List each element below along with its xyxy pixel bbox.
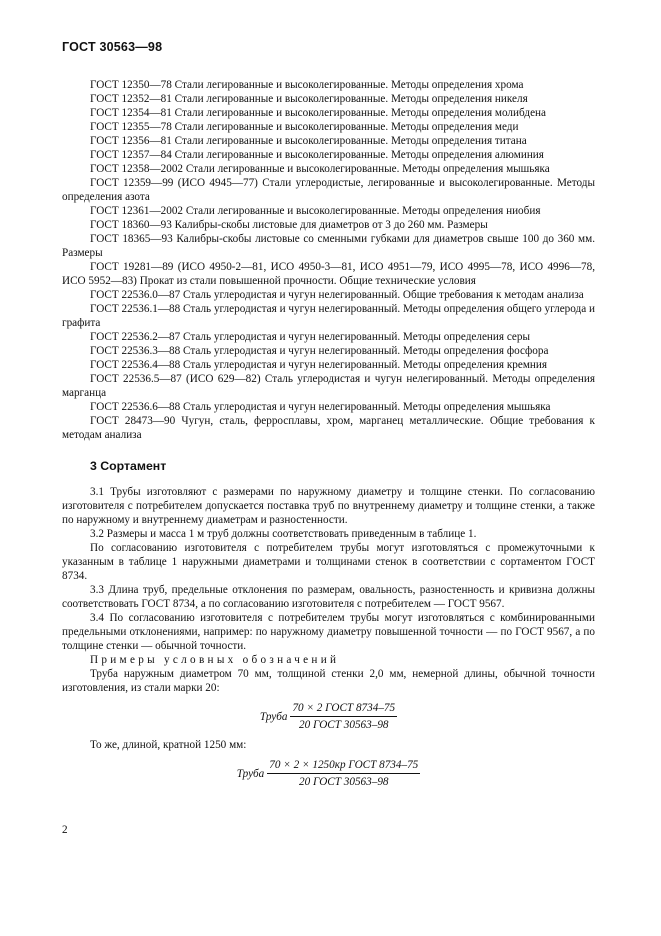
designation-formula-1	[62, 701, 595, 732]
reference-item: ГОСТ 22536.0—87 Сталь углеродистая и чугун нелегированный. Общие требования к методам анализа	[90, 289, 584, 301]
designation-formula-2	[62, 758, 595, 789]
paragraph-3-3: 3.3 Длина труб, предельные отклонения по размерам, овальность, разностенность и кривизна должны соответствовать ГОСТ 8734, а по согласованию изготовителя с потребителем — ГОСТ 9567.	[62, 584, 595, 610]
reference-item: ГОСТ 12355—78 Стали легированные и высоколегированные. Методы определения меди	[90, 121, 519, 133]
example-1-text: Труба наружным диаметром 70 мм, толщиной стенки 2,0 мм, немерной длины, обычной точности изготовления, из стали марки 20:	[62, 668, 595, 694]
reference-item: ГОСТ 22536.3—88 Сталь углеродистая и чугун нелегированный. Методы определения фосфора	[90, 345, 549, 357]
formula-prefix: Труба	[259, 710, 288, 723]
page-number: 2	[62, 824, 68, 836]
reference-item: ГОСТ 18365—93 Калибры-скобы листовые со сменными губками для диаметров свыше 100 до 360 мм. Размеры	[62, 233, 595, 259]
reference-item: ГОСТ 12352—81 Стали легированные и высоколегированные. Методы определения никеля	[90, 93, 528, 105]
formula-numerator: 70 × 2 × 1250кр ГОСТ 8734–75	[267, 758, 420, 774]
paragraph-3-2-note: По согласованию изготовителя с потребителем трубы могут изготовляться с промежуточными к указанным в таблице 1 наружными диаметрами и толщинами стенок в соответствии с сортаментом ГОСТ 8734.	[62, 542, 595, 582]
formula-fraction	[290, 701, 397, 732]
reference-item: ГОСТ 22536.4—88 Сталь углеродистая и чугун нелегированный. Методы определения кремния	[90, 359, 548, 371]
paragraph-3-2: 3.2 Размеры и масса 1 м труб должны соответствовать приведенным в таблице 1.	[90, 528, 477, 540]
reference-item: ГОСТ 12354—81 Стали легированные и высоколегированные. Методы определения молибдена	[90, 107, 547, 119]
formula-numerator: 70 × 2 ГОСТ 8734–75	[290, 701, 397, 717]
examples-heading: Примеры условных обозначений	[90, 654, 340, 666]
paragraph-3-1: 3.1 Трубы изготовляют с размерами по наружному диаметру и толщине стенки. По согласованию изготовителя с потребителем допускается поставка труб по внутреннему диаметру и толщине стенки, а также по наружному и внутреннему диаметрам и разностенности.	[62, 486, 595, 526]
reference-item: ГОСТ 22536.6—88 Сталь углеродистая и чугун нелегированный. Методы определения мышьяка	[90, 401, 551, 413]
reference-item: ГОСТ 22536.2—87 Сталь углеродистая и чугун нелегированный. Методы определения серы	[90, 331, 531, 343]
reference-item: ГОСТ 12356—81 Стали легированные и высоколегированные. Методы определения титана	[90, 135, 527, 147]
reference-item: ГОСТ 12350—78 Стали легированные и высоколегированные. Методы определения хрома	[90, 79, 524, 91]
formula-denominator: 20 ГОСТ 30563–98	[299, 776, 389, 788]
page-content	[62, 78, 595, 795]
reference-item: ГОСТ 22536.5—87 (ИСО 629—82) Сталь углеродистая и чугун нелегированный. Методы определения марганца	[62, 373, 595, 399]
reference-list	[62, 78, 595, 442]
paragraph-3-4: 3.4 По согласованию изготовителя с потребителем трубы могут изготовляться с комбинированными предельными отклонениями, например: по наружному диаметру повышенной точности — по ГОСТ 9567, а по толщине стенки — обычной точности.	[62, 612, 595, 652]
reference-item: ГОСТ 22536.1—88 Сталь углеродистая и чугун нелегированный. Методы определения общего углерода и графита	[62, 303, 595, 329]
reference-item: ГОСТ 12357—84 Стали легированные и высоколегированные. Методы определения алюминия	[90, 149, 544, 161]
formula-prefix: Труба	[236, 767, 265, 780]
formula-fraction	[267, 758, 420, 789]
document-header: ГОСТ 30563—98	[62, 40, 163, 54]
reference-item: ГОСТ 18360—93 Калибры-скобы листовые для диаметров от 3 до 260 мм. Размеры	[90, 219, 488, 231]
reference-item: ГОСТ 12361—2002 Стали легированные и высоколегированные. Методы определения ниобия	[90, 205, 541, 217]
reference-item: ГОСТ 19281—89 (ИСО 4950-2—81, ИСО 4950-3—81, ИСО 4951—79, ИСО 4995—78, ИСО 4996—78, ИСО 5952—83) Прокат из стали повышенной прочности. Общие технические условия	[62, 261, 595, 287]
example-2-text: То же, длиной, кратной 1250 мм:	[90, 739, 247, 751]
reference-item: ГОСТ 12359—99 (ИСО 4945—77) Стали углеродистые, легированные и высоколегированные. Методы определения азота	[62, 177, 595, 203]
reference-item: ГОСТ 28473—90 Чугун, сталь, ферросплавы, хром, марганец металлические. Общие требования к методам анализа	[62, 415, 595, 441]
formula-denominator: 20 ГОСТ 30563–98	[299, 719, 389, 731]
reference-item: ГОСТ 12358—2002 Стали легированные и высоколегированные. Методы определения мышьяка	[90, 163, 550, 175]
section-title: 3 Сортамент	[90, 459, 167, 473]
